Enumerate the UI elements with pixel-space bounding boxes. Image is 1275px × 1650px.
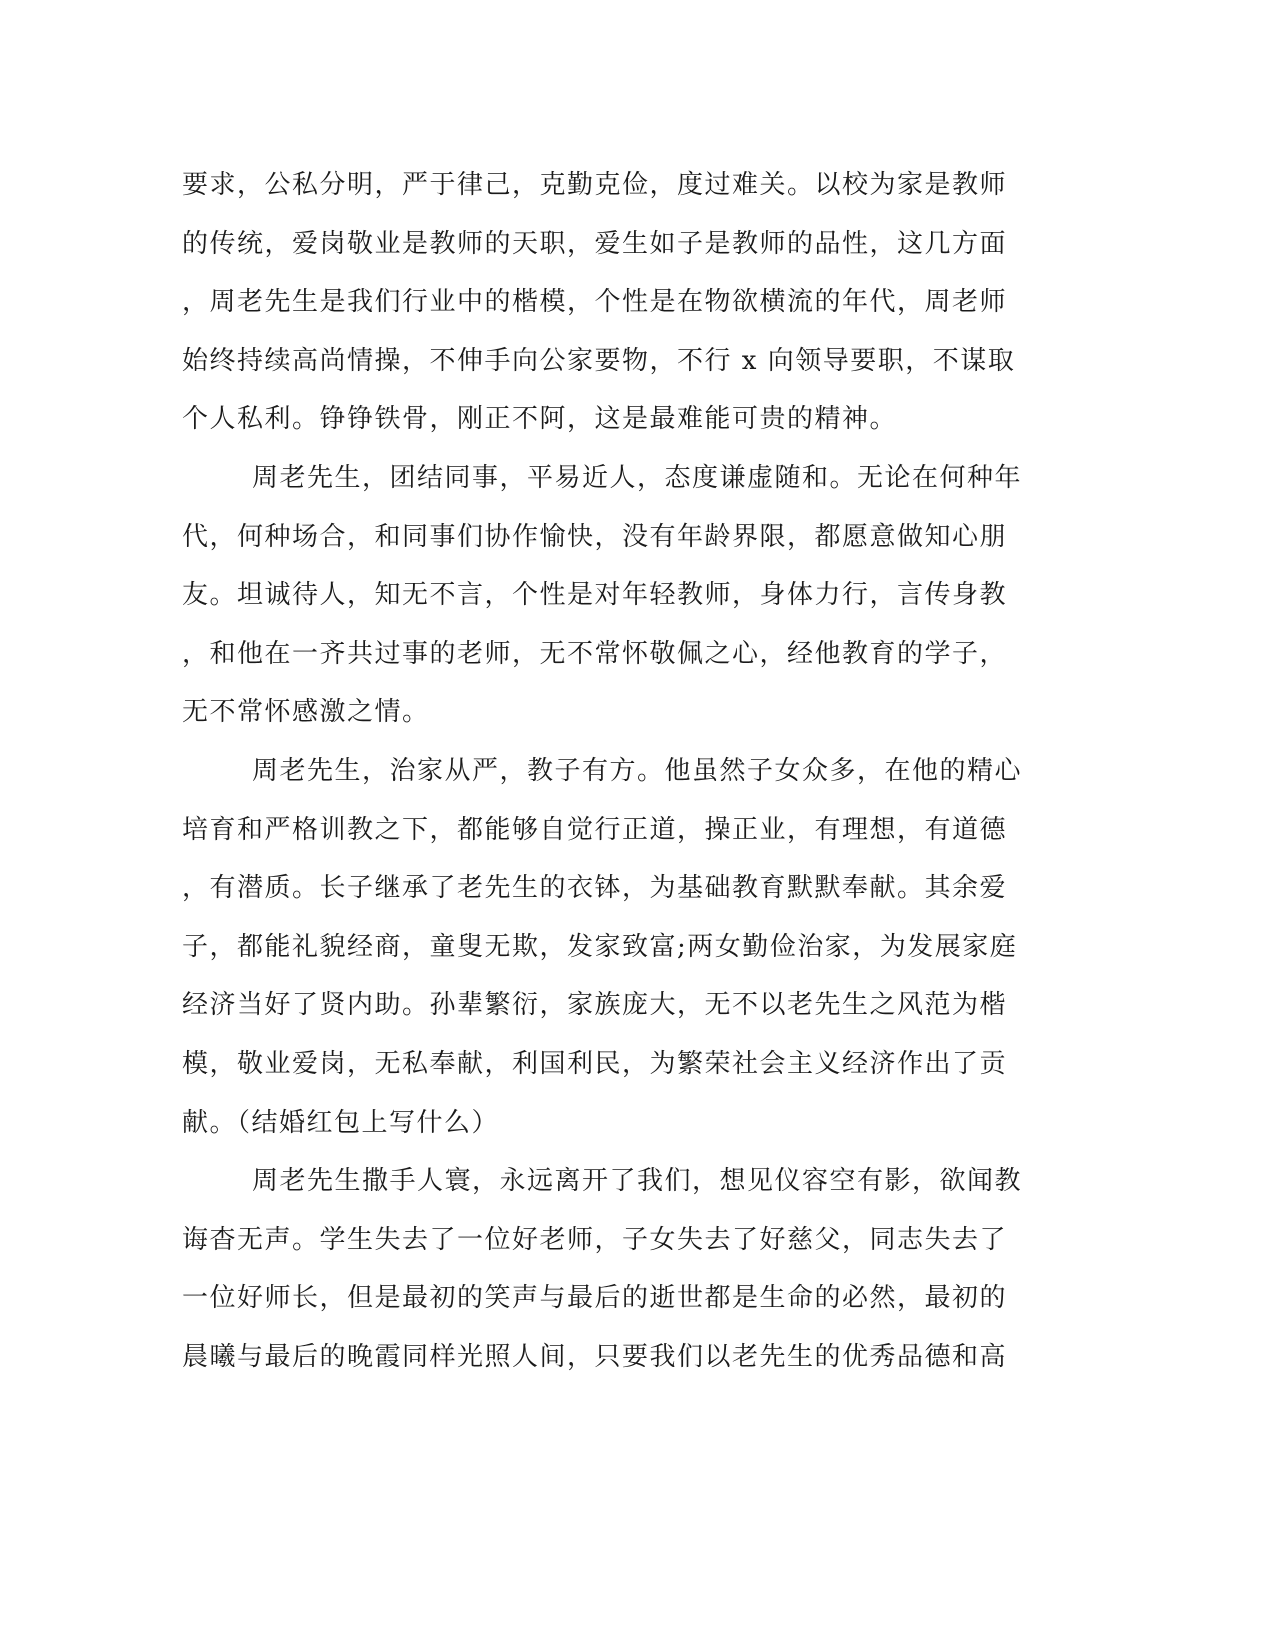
text-line: 一位好师长，但是最初的笑声与最后的逝世都是生命的必然，最初的 (182, 1283, 1008, 1314)
paragraph-start-line: 周老先生，治家从严，教子有方。他虽然子女众多，在他的精心 (252, 755, 1023, 786)
paragraph-start-line: 周老先生，团结同事，平易近人，态度谦虚随和。无论在何种年 (252, 462, 1023, 493)
text-line: 的传统，爱岗敬业是教师的天职，爱生如子是教师的品性，这几方面 (182, 228, 1008, 259)
text-line: 晨曦与最后的晚霞同样光照人间，只要我们以老先生的优秀品德和高 (182, 1341, 1008, 1372)
text-line: 经济当好了贤内助。孙辈繁衍，家族庞大，无不以老先生之风范为楷 (182, 990, 1008, 1021)
text-line: 友。坦诚待人，知无不言，个性是对年轻教师，身体力行，言传身教 (182, 580, 1008, 611)
body-text (182, 156, 1042, 1386)
text-line: ，有潜质。长子继承了老先生的衣钵，为基础教育默默奉献。其余爱 (182, 873, 1008, 904)
text-line: ，周老先生是我们行业中的楷模，个性是在物欲横流的年代，周老师 (182, 287, 1008, 318)
text-line: ，和他在一齐共过事的老师，无不常怀敬佩之心，经他教育的学子， (182, 638, 1008, 669)
text-line: 献。（结婚红包上写什么） (182, 1107, 500, 1138)
text-line: 诲杳无声。学生失去了一位好老师，子女失去了好慈父，同志失去了 (182, 1224, 1008, 1255)
text-line: 要求，公私分明，严于律己，克勤克俭，度过难关。以校为家是教师 (182, 170, 1008, 200)
text-line: 子，都能礼貌经商，童叟无欺，发家致富;两女勤俭治家，为发展家庭 (182, 931, 1018, 962)
text-line: 代，何种场合，和同事们协作愉快，没有年龄界限，都愿意做知心朋 (182, 521, 1008, 552)
text-line: 无不常怀感激之情。 (182, 697, 430, 728)
text-line: 培育和严格训教之下，都能够自觉行正道，操正业，有理想，有道德 (182, 814, 1008, 845)
text-line: 个人私利。铮铮铁骨，刚正不阿，这是最难能可贵的精神。 (182, 404, 898, 435)
paragraph-start-line: 周老先生撒手人寰，永远离开了我们，想见仪容空有影，欲闻教 (252, 1166, 1023, 1197)
text-line: 始终持续高尚情操，不伸手向公家要物，不行 x 向领导要职，不谋取 (182, 345, 1016, 376)
text-line: 模，敬业爱岗，无私奉献，利国利民，为繁荣社会主义经济作出了贡 (182, 1048, 1008, 1079)
